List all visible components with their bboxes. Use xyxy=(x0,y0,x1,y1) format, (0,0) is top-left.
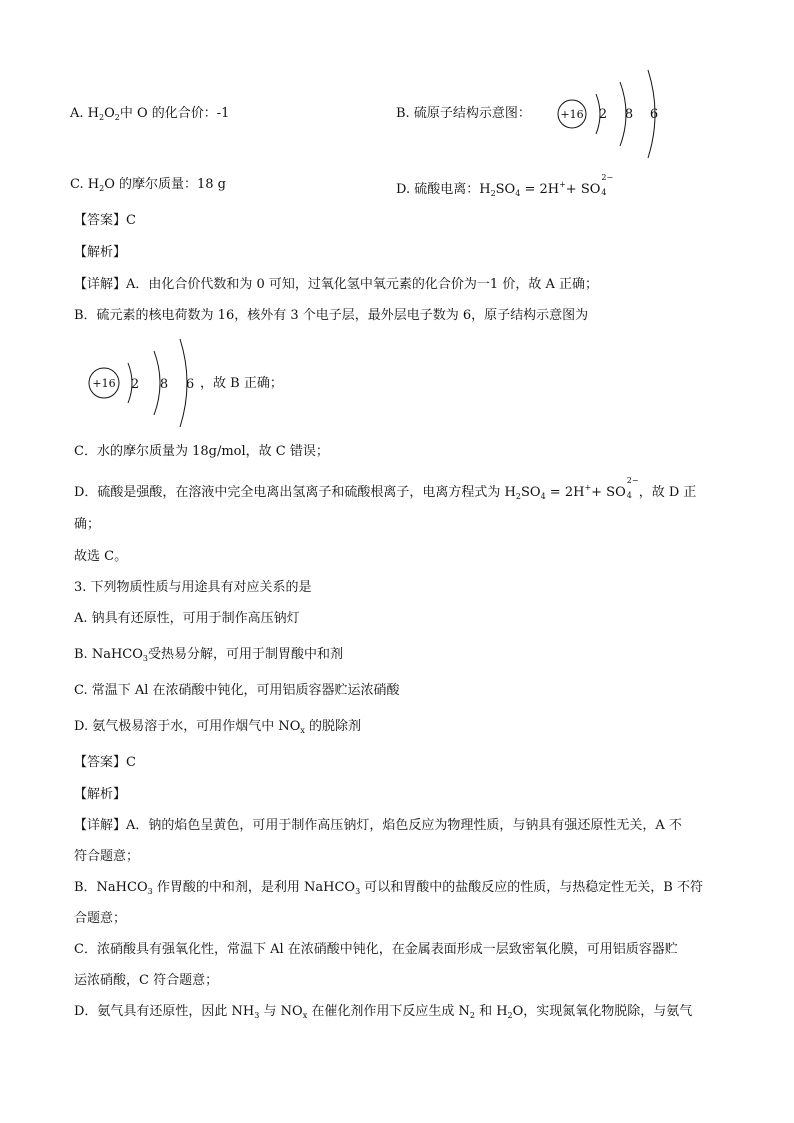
q3-option-d xyxy=(74,719,361,739)
formula-part: + SO xyxy=(565,182,601,197)
q2-detail-d-text: D．硫酸是强酸，在溶液中完全电离出氢离子和硫酸根离子，电离方程式为 H xyxy=(74,485,516,500)
q3-option-c: C. 常温下 Al 在浓硝酸中钝化，可用铝质容器贮运浓硝酸 xyxy=(74,683,400,698)
sulfate-charge xyxy=(626,476,639,500)
q3-analysis-label: 【解析】 xyxy=(74,787,127,802)
q2-detail-b: B．硫元素的核电荷数为 16，核外有 3 个电子层，最外层电子数为 6，原子结构示意图为 xyxy=(74,308,589,323)
q2-detail-a: 【详解】A．由化合价代数和为 0 可知，过氧化氢中氧元素的化合价为一1 价，故 A 正确； xyxy=(74,277,598,292)
q3-detail-b2: 合题意； xyxy=(74,911,127,926)
q3-detail-c2: 运浓硝酸，C 符合题意； xyxy=(74,973,219,988)
q3-detail-d1 xyxy=(74,1004,692,1024)
subscript: 2 xyxy=(99,184,105,193)
subscript: 4 xyxy=(515,189,521,198)
shell-count-2: 8 xyxy=(159,377,169,392)
q3-detail-a2: 符合题意； xyxy=(74,849,140,864)
subscript: 3 xyxy=(142,654,148,663)
formula-part: SO xyxy=(521,485,541,500)
q2-detail-d xyxy=(74,476,697,505)
q3-detail-b-text: 可以和胃酸中的盐酸反应的性质，与热稳定性无关，B 不符 xyxy=(360,880,703,895)
q3-detail-d-text: 和 H xyxy=(474,1004,508,1019)
subscript: 2 xyxy=(469,1011,475,1020)
shell-count-3: 6 xyxy=(649,107,659,122)
q3-detail-b-text: B．NaHCO xyxy=(74,880,148,895)
q3-detail-b-text: 作胃酸的中和剂，是利用 NaHCO xyxy=(152,880,356,895)
q2-option-d-prefix: D. 硫酸电离：H xyxy=(396,182,491,197)
sulfur-atom-diagram-detail xyxy=(84,336,194,430)
q2-conclusion: 故选 C。 xyxy=(74,549,128,564)
superscript: + xyxy=(559,180,566,189)
q2-option-a xyxy=(70,106,229,126)
superscript: 2− xyxy=(626,476,639,485)
sulfate-charge xyxy=(600,173,614,197)
q2-option-c-prefix: C. H xyxy=(70,177,100,192)
subscript: 4 xyxy=(601,188,607,197)
subscript: 3 xyxy=(355,887,361,896)
shell-count-1: 2 xyxy=(598,107,608,122)
q3-option-b xyxy=(74,647,343,667)
sulfur-atom-diagram-option-b xyxy=(552,66,662,160)
q2-option-c xyxy=(70,177,226,197)
formula-part: SO xyxy=(495,182,516,197)
formula-part: + SO xyxy=(591,485,626,500)
nucleus-charge: +16 xyxy=(92,377,116,390)
q3-detail-a1: 【详解】A．钠的焰色呈黄色，可用于制作高压钠灯，焰色反应为物理性质，与钠具有强还原性无关，A 不 xyxy=(74,818,682,833)
shell-count-3: 6 xyxy=(185,377,194,392)
subscript: 2 xyxy=(490,189,496,198)
formula-part: = 2H xyxy=(545,485,585,500)
q3-answer: 【答案】C xyxy=(74,755,136,770)
q3-option-a: A. 钠具有还原性，可用于制作高压钠灯 xyxy=(74,611,300,626)
shell-count-2: 8 xyxy=(624,107,634,122)
q3-detail-d-text: 在催化剂作用下反应生成 N xyxy=(307,1004,470,1019)
q2-option-a-prefix: A. H xyxy=(70,106,99,121)
q2-option-a-text: 中 O 的化合价：-1 xyxy=(119,106,230,121)
q3-option-b-text: B. NaHCO xyxy=(74,647,143,662)
subscript: 2 xyxy=(99,113,105,122)
subscript: x xyxy=(302,1011,308,1020)
q3-detail-d-text: 与 NO xyxy=(259,1004,303,1019)
q2-detail-b-tail: ，故 B 正确； xyxy=(200,376,283,391)
shell-count-1: 2 xyxy=(130,377,140,392)
subscript: 3 xyxy=(254,1011,260,1020)
q3-detail-d-text: O，实现氮氧化物脱除，与氨气 xyxy=(512,1004,693,1019)
q3-stem: 3. 下列物质性质与用途具有对应关系的是 xyxy=(74,580,312,595)
subscript: 3 xyxy=(147,887,153,896)
q2-analysis-label: 【解析】 xyxy=(74,245,127,260)
q2-option-b: B. 硫原子结构示意图： xyxy=(396,106,531,121)
q3-option-b-text: 受热易分解，可用于制胃酸中和剂 xyxy=(147,647,343,662)
superscript: 2− xyxy=(601,173,614,182)
q3-option-d-text: 的脱除剂 xyxy=(304,719,362,734)
formula-part: = 2H xyxy=(520,182,560,197)
q2-detail-d-end: ，故 D 正 xyxy=(638,485,697,500)
q2-option-c-text: O 的摩尔质量：18 g xyxy=(104,177,226,192)
subscript: 4 xyxy=(540,492,546,501)
formula-part: O xyxy=(104,106,115,121)
subscript: 2 xyxy=(515,492,521,501)
q2-detail-c: C．水的摩尔质量为 18g/mol，故 C 错误； xyxy=(74,444,329,459)
q3-option-d-text: D. 氨气极易溶于水，可用作烟气中 NO xyxy=(74,719,301,734)
subscript: x xyxy=(300,726,305,735)
q3-detail-c1: C．浓硝酸具有强氧化性，常温下 Al 在浓硝酸中钝化，在金属表面形成一层致密氧化膜，可用铝质容器贮 xyxy=(74,942,678,957)
superscript: + xyxy=(584,483,592,492)
q3-detail-d-text: D．氨气具有还原性，因此 NH xyxy=(74,1004,255,1019)
subscript: 2 xyxy=(114,113,120,122)
q2-answer: 【答案】C xyxy=(74,213,136,228)
q2-detail-d-cont: 确； xyxy=(74,517,101,532)
nucleus-charge: +16 xyxy=(560,108,584,121)
q2-option-d xyxy=(396,173,614,202)
subscript: 4 xyxy=(626,491,632,500)
subscript: 2 xyxy=(507,1011,513,1020)
q3-detail-b1 xyxy=(74,880,703,900)
